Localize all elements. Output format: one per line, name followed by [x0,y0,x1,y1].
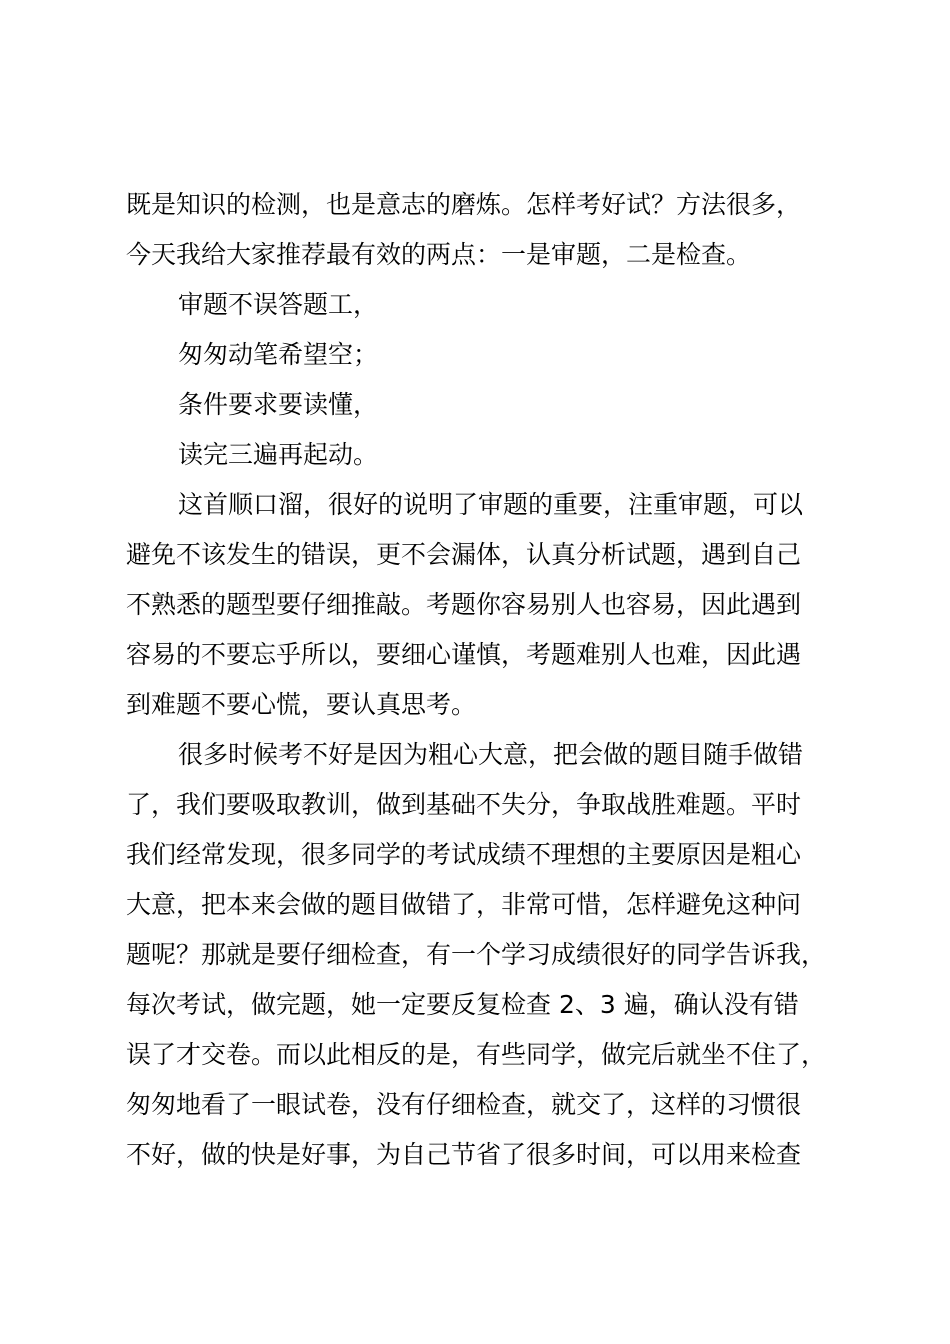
verse-line: 审题不误答题工， [178,290,379,319]
text-line: 了，我们要吸取教训，做到基础不失分，争取战胜难题。平时 [126,790,802,819]
text-line: 避免不该发生的错误，更不会漏体，认真分析试题，遇到自己 [126,540,802,569]
text-line: 今天我给大家推荐最有效的两点：一是审题，二是检查。 [126,240,752,269]
verse-line: 条件要求要读懂， [178,390,379,419]
text-line: 既是知识的检测，也是意志的磨炼。怎样考好试？方法很多， [126,190,802,219]
verse-line: 读完三遍再起动。 [178,440,379,469]
paragraph-first-line: 这首顺口溜，很好的说明了审题的重要，注重审题，可以 [178,490,804,519]
text-line: 我们经常发现，很多同学的考试成绩不理想的主要原因是粗心 [126,840,802,869]
text-line: 每次考试，做完题，她一定要反复检查 2、3 遍，确认没有错 [126,990,799,1019]
text-line: 不好，做的快是好事，为自己节省了很多时间，可以用来检查 [126,1140,802,1169]
text-line: 到难题不要心慌，要认真思考。 [126,690,477,719]
paragraph-first-line: 很多时候考不好是因为粗心大意，把会做的题目随手做错 [178,740,804,769]
text-line: 误了才交卷。而以此相反的是，有些同学，做完后就坐不住了， [126,1040,827,1069]
text-line: 容易的不要忘乎所以，要细心谨慎，考题难别人也难，因此遇 [126,640,802,669]
text-line: 不熟悉的题型要仔细推敲。考题你容易别人也容易，因此遇到 [126,590,802,619]
text-line: 大意，把本来会做的题目做错了，非常可惜，怎样避免这种问 [126,890,802,919]
verse-line: 匆匆动笔希望空； [178,340,379,369]
text-line: 题呢？那就是要仔细检查，有一个学习成绩很好的同学告诉我， [126,940,827,969]
text-line: 匆匆地看了一眼试卷，没有仔细检查，就交了，这样的习惯很 [126,1090,802,1119]
